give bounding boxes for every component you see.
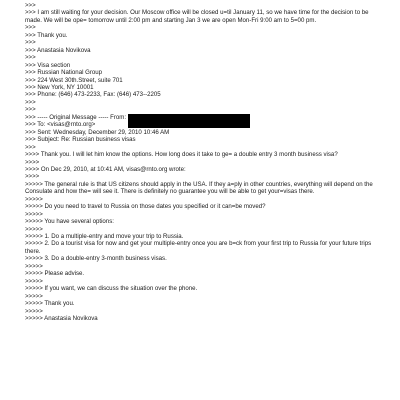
signature-section: >>> Visa section <box>25 61 71 69</box>
quote-line: >>>>> <box>25 292 43 300</box>
quote-line: >>>>> <box>25 210 43 218</box>
quote-line: >>>>> <box>25 262 43 270</box>
phone-discussion-line: >>>>> If you want, we can discuss the situation over the phone. <box>25 285 198 293</box>
signature-organization: >>> Russian National Group <box>25 69 103 77</box>
sent-header: >>> Sent: Wednesday, December 29, 2010 10:46 AM <box>25 128 170 136</box>
redaction-block <box>128 114 250 128</box>
option-2: >>>>> 2. Do a tourist visa for now and get your multiple-entry once you are b=ck from your first trip to Russia for your future trips there. <box>25 240 373 255</box>
option-3: >>>>> 3. Do a double-entry 3-month business visas. <box>25 255 167 263</box>
please-advise-line: >>>>> Please advise. <box>25 270 85 278</box>
quote-line: >>> <box>25 106 36 114</box>
quote-line: >>>>> <box>25 277 43 285</box>
rule-paragraph: >>>>> The general rule is that US citizens should apply in the USA. If they a=ply in other countries, everything will depend on the Consulate and how the= will see it. There is definitely no guarantee you will be able to get your=visas there. <box>25 180 375 196</box>
quote-line: >>> <box>25 54 36 62</box>
signature-address: >>> 224 West 30th.Street, suite 701 <box>25 76 123 84</box>
quote-line: >>>> <box>25 158 40 166</box>
attribution-line: >>>> On Dec 29, 2010, at 10:41 AM, visas@rnto.org wrote: <box>25 165 186 173</box>
reply-paragraph: >>>> Thank you. I will let him know the options. How long does it take to ge= a double entry 3 month business visa? <box>25 151 338 159</box>
thank-you-line: >>> Thank you. <box>25 31 68 39</box>
subject-header: >>> Subject: Re: Russian business visas <box>25 136 136 144</box>
option-1: >>>>> 1. Do a multiple-entry and move your trip to Russia. <box>25 233 184 241</box>
signature-name: >>>>> Anastasia Novikova <box>25 315 98 323</box>
thank-you-line: >>>>> Thank you. <box>25 300 75 308</box>
quote-line: >>>>> <box>25 307 43 315</box>
email-document <box>25 2 387 322</box>
waiting-paragraph: >>> I am still waiting for your decision. Our Moscow office will be closed u=til January 11, so we have time for the decision to be made. We will be ope= tomorrow until 2:00 pm and starting Jan 3 we are open Mon-Fri 9:00 am to 5=00 pm. <box>25 9 371 24</box>
quote-line: >>> <box>25 143 36 151</box>
quote-line: >>>> <box>25 173 40 181</box>
quote-line: >>> <box>25 2 36 9</box>
signature-phone: >>> Phone: (646) 473-2233, Fax: (646) 473--2205 <box>25 91 161 99</box>
options-intro: >>>>> You have several options: <box>25 218 114 226</box>
signature-city: >>> New York, NY 10001 <box>25 83 94 91</box>
question-line: >>>>> Do you need to travel to Russia on those dates you specified or it can=be moved? <box>25 203 266 211</box>
original-message-header <box>25 114 387 121</box>
quote-line: >>> <box>25 24 36 32</box>
to-header: >>> To: <visas@rnto.org> <box>25 121 96 129</box>
quote-line: >>>>> <box>25 195 43 203</box>
quote-line: >>> <box>25 98 36 106</box>
quote-line: >>>>> <box>25 225 43 233</box>
signature-name: >>> Anastasia Novikova <box>25 46 91 54</box>
original-message-label: >>> ----- Original Message ----- From: <box>25 113 127 121</box>
quote-line: >>> <box>25 39 36 47</box>
